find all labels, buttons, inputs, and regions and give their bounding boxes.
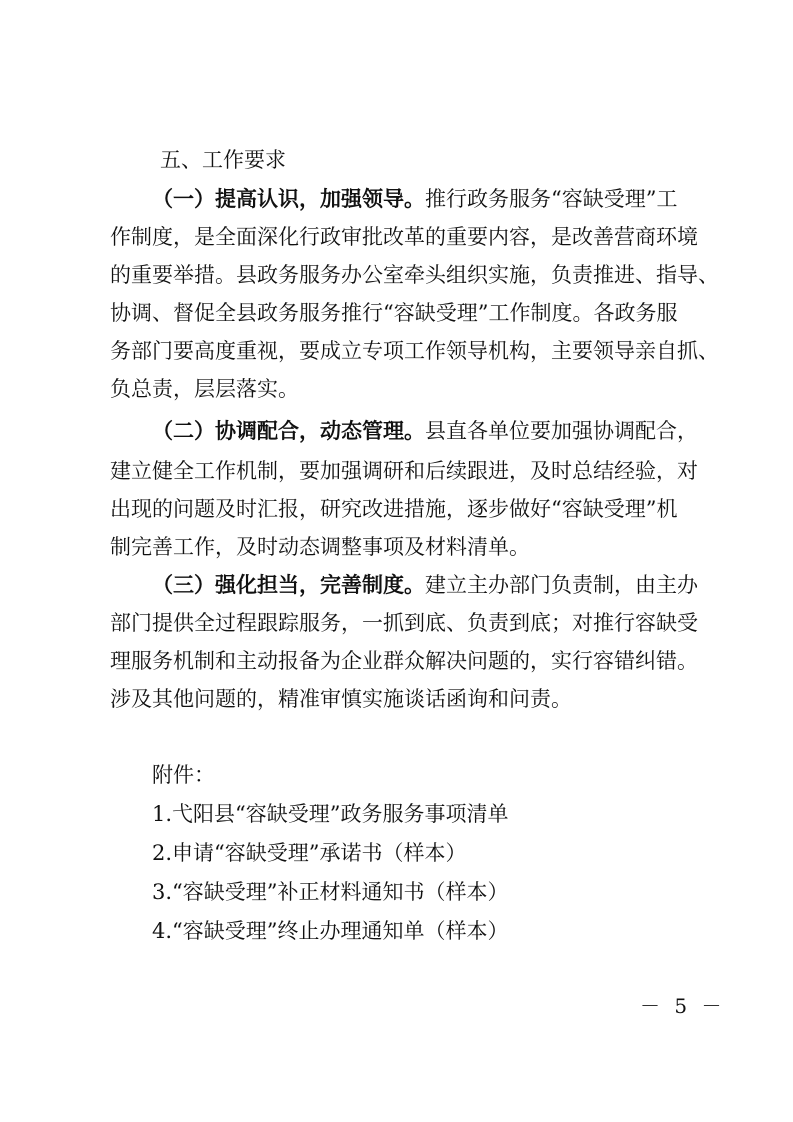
attachment-item: 2.申请“容缺受理”承诺书（样本） [152, 841, 467, 865]
paragraph-2-first-line [152, 416, 698, 446]
paragraph-2-heading: （二）协调配合，动态管理。 [152, 418, 425, 443]
attachments-label: 附件： [152, 763, 215, 787]
paragraph-1-line: 负总责，层层落实。 [110, 377, 299, 401]
paragraph-1-line: 的重要举措。县政务服务办公室牵头组织实施，负责推进、指导、 [110, 263, 719, 287]
paragraph-2-text: 县直各单位要加强协调配合， [425, 419, 698, 443]
attachment-item: 1.弋阳县“容缺受理”政务服务事项清单 [152, 802, 509, 826]
paragraph-1-line: 务部门要高度重视，要成立专项工作领导机构，主要领导亲自抓、 [110, 339, 719, 363]
page-number: － 5 － [640, 994, 726, 1018]
paragraph-2-line: 制完善工作，及时动态调整事项及材料清单。 [110, 535, 530, 559]
paragraph-3-line: 理服务机制和主动报备为企业群众解决问题的，实行容错纠错。 [110, 649, 698, 673]
paragraph-3-heading: （三）强化担当，完善制度。 [152, 572, 425, 597]
paragraph-2-line: 出现的问题及时汇报，研究改进措施，逐步做好“容缺受理”机 [110, 497, 678, 521]
paragraph-2-line: 建立健全工作机制，要加强调研和后续跟进，及时总结经验，对 [110, 459, 698, 483]
paragraph-1-line: 作制度，是全面深化行政审批改革的重要内容，是改善营商环境 [110, 225, 698, 249]
paragraph-3-first-line [152, 570, 698, 600]
attachment-item: 3.“容缺受理”补正材料通知书（样本） [152, 880, 509, 904]
section-title: 五、工作要求 [160, 148, 286, 172]
paragraph-3-line: 部门提供全过程跟踪服务，一抓到底、负责到底；对推行容缺受 [110, 611, 698, 635]
paragraph-3-line: 涉及其他问题的，精准审慎实施谈话函询和问责。 [110, 687, 572, 711]
paragraph-1-heading: （一）提高认识，加强领导。 [152, 186, 425, 211]
paragraph-1-line: 协调、督促全县政务服务推行“容缺受理”工作制度。各政务服 [110, 301, 678, 325]
paragraph-1-text: 推行政务服务“容缺受理”工 [425, 187, 678, 211]
attachment-item: 4.“容缺受理”终止办理通知单（样本） [152, 919, 509, 943]
paragraph-1-first-line [152, 184, 677, 214]
paragraph-3-text: 建立主办部门负责制，由主办 [425, 573, 698, 597]
